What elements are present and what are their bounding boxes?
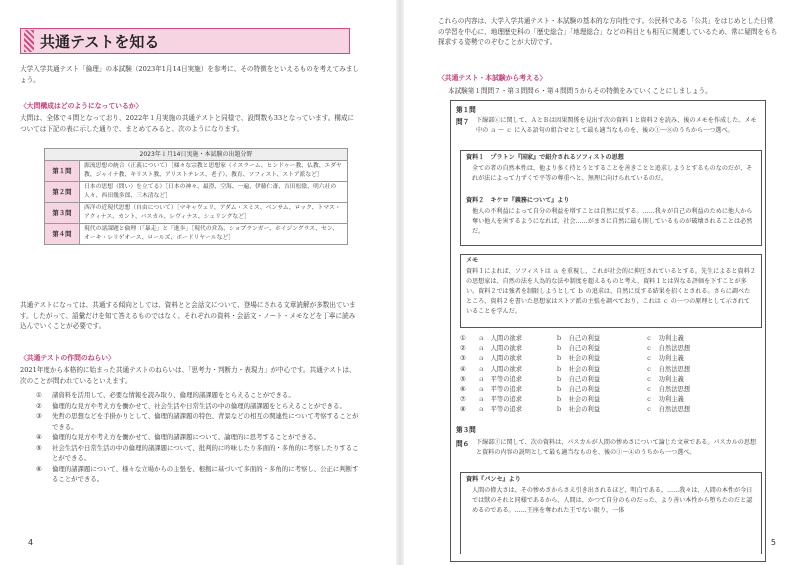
section-structure-follow: 共通テストになっては、共通する傾向としては、資料とと会話文について、登場にされる文章読解が多数出ています。したがって、語彙だけを知て答えるものではなく、それぞれの資料・会話文・ノート・メモなどを丁寧に読み込んでいくことが必要です。 xyxy=(20,301,356,330)
list-item-text: 倫理的諸課題について、様々な立場からの主張を、根拠に基づいて多面的・多角的に考察し、公正に判断することができる。 xyxy=(52,464,359,483)
question-3-text: 下線部ⓕに関して、次の資料は、パスカルが人間の惨めさについて論じた文章である。パスカルの思想と資料の内容の説明として最も適当なものを、後の①～④のうちから一つ選べ。 xyxy=(476,439,757,456)
page-number-right: 5 xyxy=(770,538,776,547)
table-row xyxy=(45,224,348,245)
choice-c: ｃ 自然法思想 xyxy=(646,345,691,353)
list-item-number: ④ xyxy=(36,433,42,441)
exam-structure-table xyxy=(44,148,348,245)
table-row-label: 第３問 xyxy=(45,203,80,224)
table-row-label: 第４問 xyxy=(45,224,80,245)
choice-number: ⑧ xyxy=(460,406,466,414)
source-3-title: 資料『パンセ』より xyxy=(466,476,521,483)
list-item xyxy=(36,464,364,485)
choice-b: ｂ 社会の利益 xyxy=(556,396,601,404)
table-row-text: 源流思想の統合（正義について）［様々な宗教と思想家（イスラーム、ヒンドゥー教、仏教、エダヤ教、ジャイナ教、キリスト教、アリストテレス、老子）、教育、ソフィスト、ストア派など］ xyxy=(80,161,348,182)
question-1-label: 第１問 xyxy=(456,106,476,114)
exam-lead-text: 本試験第１問問７・第３問問６・第４問問５からその特徴をみていくことにしましょう。 xyxy=(448,87,712,95)
source-2-title: 資料２ キケロ『義務について』より xyxy=(466,197,570,204)
choice-b: ｂ 社会の利益 xyxy=(556,406,601,414)
choice-c: ｃ 自然法思想 xyxy=(646,386,691,394)
section-aims-text: 2021年度から本格的に始まった共通テストのねらいは、「思考力・判断力・表現力」が中心です。共通テストは、次のことが問われているといえます。 xyxy=(20,366,356,385)
book-gutter xyxy=(396,0,404,565)
aims-list xyxy=(36,390,364,485)
list-item-text: 社会生活や日常生活の中の倫理的諸課題について、批判的に吟味したり多面的・多角的に考察したりすることができる。 xyxy=(52,443,359,462)
choice-row[interactable] xyxy=(460,365,726,375)
choice-number: ⑤ xyxy=(460,375,466,383)
choice-a: ａ 平等の追求 xyxy=(478,396,523,404)
list-item-number: ② xyxy=(36,401,42,410)
list-item xyxy=(36,432,364,443)
question-1-text: 下線部ⓒに関して、ＡとＢは因果関係を見出す次の資料１と資料２を読み、後のメモを作成した。メモ中の ａ ～ ｃ に入る語句の組合せとして最も適当なものを、後の①～⑧のうちから一つ選べ。 xyxy=(476,117,757,134)
page-number-left: 4 xyxy=(28,538,34,547)
choice-b: ｂ 自己の利益 xyxy=(556,375,601,383)
title-stripe-mark xyxy=(24,30,34,52)
memo-label: メモ xyxy=(466,257,479,264)
question-1-number: 問７ xyxy=(456,118,470,126)
list-item-number: ③ xyxy=(36,412,42,420)
list-item-text: 諸資料を活用して、必要な情報を読み取り、倫理的諸課題をとらえることができる。 xyxy=(52,391,295,399)
list-item-number: ⑤ xyxy=(36,443,42,452)
list-item xyxy=(36,411,364,432)
choice-b: ｂ 自己の利益 xyxy=(556,335,601,342)
table-row-text: 西洋の近現代思想（自由について）［マキャヴェリ、アダム・スミス、ベンサム、ロック、トマス・アクィナス、カント、パスカル、レヴィナス、シェリングなど］ xyxy=(80,203,348,224)
choice-a: ａ 平等の追求 xyxy=(478,375,523,383)
choice-number: ② xyxy=(460,345,466,353)
memo-text: 資料１によれば、ソフィストは ａ を重視し、これが社会的に抑圧されているとする。先生によると資料２の思想家は、自然の法を人為的な法や制度を超えるものと考え、資料１とは異なる評価を下すことが多い。資料２では強者を制限しようとして ｂ の追求は、自然に反する結果を招くとされる。さらに調べたところ、資料２を書いた思想家はストア派の主張を調べており、これは ｃ の一つの原理として示されていることを学んだ。 xyxy=(466,268,756,315)
choice-a: ａ 人間の欲求 xyxy=(478,365,523,373)
choice-number: ⑦ xyxy=(460,396,466,404)
table-caption: 2023年１月14日実施・本試験の出題分野 xyxy=(44,148,348,160)
choice-row[interactable] xyxy=(460,354,726,364)
list-item-number: ① xyxy=(36,391,42,399)
choice-a: ａ 平等の追求 xyxy=(478,386,523,394)
source-3-text: 人間の偉大さは、その惨めさからさえ引き出されるほど、明白である。……我々は、人間の本性が今日では獣のそれと同様であるから、人間は、かつて自分のものだった、より善い本性から堕ちたのだと認めるのである。……王座を奪われた王でない限り、一体 xyxy=(472,487,753,514)
choice-row[interactable] xyxy=(460,344,726,354)
choice-row[interactable] xyxy=(460,405,726,415)
choice-c: ｃ 自然法思想 xyxy=(646,365,691,373)
source-1-title: 資料１ プラトン『国家』で紹介されるソフィストの思想 xyxy=(466,154,624,161)
choice-number: ① xyxy=(460,335,466,342)
choice-number: ④ xyxy=(460,365,466,373)
choice-c: ｃ 功利主義 xyxy=(646,355,684,363)
choice-row[interactable] xyxy=(460,385,726,395)
question-3-label: 第３問 xyxy=(456,426,476,434)
table-row-text: 日本の思想（問い）を立てる）［日本の神々、最澄、空海、一遍、伊藤仁斎、吉田松陰、明六社の人々、西田幾多郎、三木清など］ xyxy=(80,182,348,203)
table-row xyxy=(45,182,348,203)
section-heading-aims: 〈共通テストの作問のねらい〉 xyxy=(20,354,115,362)
table-row xyxy=(45,161,348,182)
choice-row[interactable] xyxy=(460,395,726,405)
choice-a: ａ 人間の欲求 xyxy=(478,355,523,363)
choice-c: ｃ 功利主義 xyxy=(646,335,684,342)
choice-b: ｂ 自己の利益 xyxy=(556,386,601,394)
left-page xyxy=(0,0,392,565)
choice-number: ③ xyxy=(460,355,466,363)
choice-row[interactable] xyxy=(460,334,726,344)
list-item xyxy=(36,390,364,401)
list-item xyxy=(36,401,364,412)
choice-c: ｃ 自然法思想 xyxy=(646,406,691,414)
choice-c: ｃ 功利主義 xyxy=(646,375,684,383)
answer-choices xyxy=(460,334,726,416)
choice-row[interactable] xyxy=(460,375,726,385)
list-item-text: 倫理的な見方や考え方を働かせて、社会生活や日常生活の中の倫理的諸課題をとらえることができる。 xyxy=(52,401,346,410)
section-heading-exam: 〈共通テスト・本試験から考える〉 xyxy=(438,74,547,82)
page-title: 共通テストを知る xyxy=(40,32,160,51)
table-row xyxy=(45,203,348,224)
list-item-text: 先哲の思想などを手掛かりとして、倫理的諸課題の特色、背景などの相互の関連性について考察することができる。 xyxy=(52,412,359,431)
choice-number: ⑥ xyxy=(460,386,466,394)
choice-b: ｂ 社会の利益 xyxy=(556,355,601,363)
table-row-label: 第２問 xyxy=(45,182,80,203)
right-intro-text: これらの内容は、大学入学共通テスト・本試験の基本的な方向性です。公民科である「公共」をはじめとした日常の学習を中心に、地理歴史科の「歴史総合」「地理総合」などの科目とも相互に関連しているため、常に疑問をもち探求する姿勢でのぞむことが大切です。 xyxy=(438,17,778,46)
source-2-text: 他人の不利益によって自分の利益を増すことは自然に反する。……我々が自己の利益のために他人から奪い他人を害するようになれば、社会……がまさに自然に最も則しているものが破壊されることは必然だ。 xyxy=(472,208,753,235)
list-item xyxy=(36,443,364,464)
table-row-label: 第１問 xyxy=(45,161,80,182)
list-item-text: 倫理的な見方や考え方を働かせて、倫理的諸課題について、論理的に思考することができる。 xyxy=(52,433,321,441)
choice-b: ｂ 自己の利益 xyxy=(556,345,601,353)
source-1-text: 全ての者の自然本性は、他より多く持とうとすることを善きことと追求しようとするものなのだが、それが法によって力ずくで平等の尊重へと、無理に向けられているのだ。 xyxy=(472,165,753,182)
section-structure-text: 大問は、全体で４問となっており、2022年１月実施の共通テストと同様で、設問数も33となっています。構成については下記の表に示した通りで、まとめてみると、次のようになります。 xyxy=(20,114,355,133)
right-page xyxy=(408,0,800,565)
table-row-text: 現代の諸課題と倫理（「暴走」と「進歩」［現代の営為、ショプランガー、ホイジングラス、セン、オーキ・レリゲオース、ロールズ、ボードリヤールなど］ xyxy=(80,224,348,245)
list-item-number: ⑥ xyxy=(36,464,42,473)
question-3-number: 問６ xyxy=(456,440,470,448)
intro-text: 大学入学共通テスト「倫理」の本試験（2023年1月14日実施）を参考に、その特徴をといえるものを考えてみましょう。 xyxy=(20,65,360,84)
choice-b: ｂ 社会の利益 xyxy=(556,365,601,373)
section-heading-structure: 〈大問構成はどのようになっているか〉 xyxy=(20,102,143,110)
choice-a: ａ 人間の欲求 xyxy=(478,335,523,342)
choice-c: ｃ 功利主義 xyxy=(646,396,684,404)
choice-a: ａ 平等の追求 xyxy=(478,406,523,414)
page-title-bar xyxy=(20,28,350,54)
choice-a: ａ 人間の欲求 xyxy=(478,345,523,353)
